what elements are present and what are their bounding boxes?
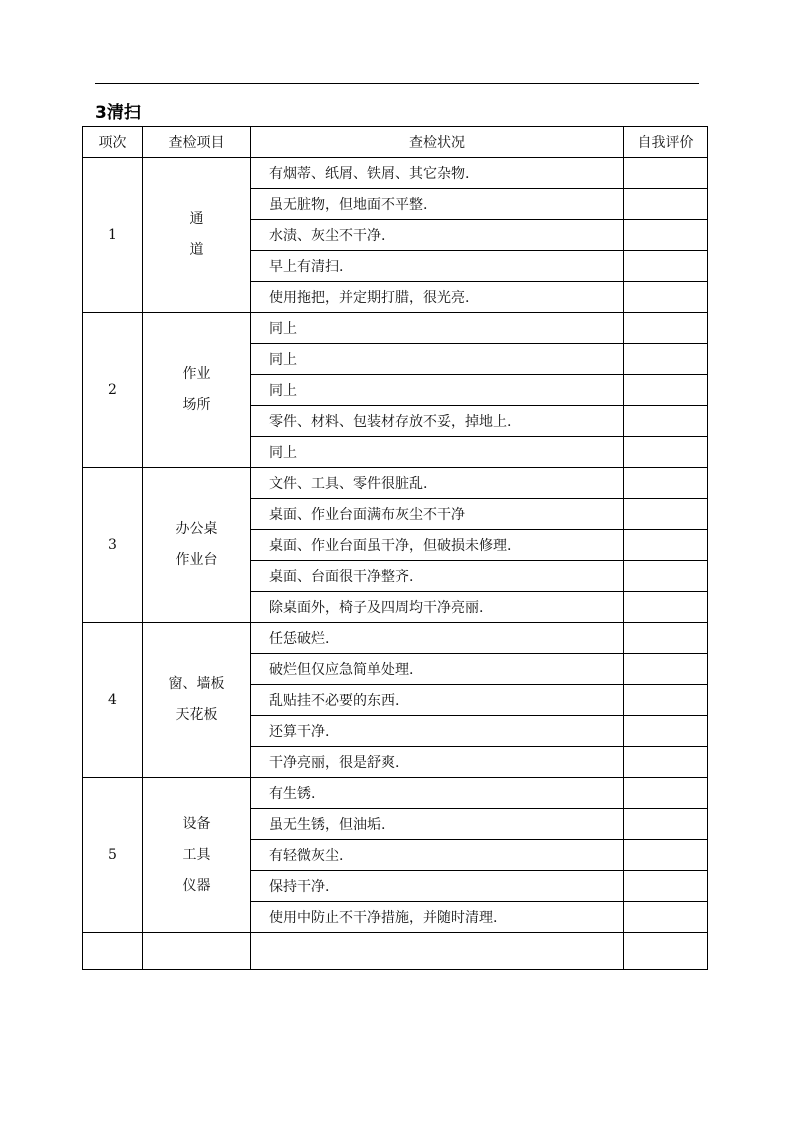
self-eval-cell[interactable]: [624, 592, 708, 623]
self-eval-cell[interactable]: [624, 344, 708, 375]
self-eval-cell[interactable]: [624, 561, 708, 592]
inspection-status: 干净亮丽，很是舒爽.: [251, 747, 624, 778]
self-eval-cell[interactable]: [624, 158, 708, 189]
self-eval-cell[interactable]: [624, 530, 708, 561]
inspection-status: 早上有清扫.: [251, 251, 624, 282]
inspection-status: 任恁破烂.: [251, 623, 624, 654]
inspection-status: 桌面、作业台面满布灰尘不干净: [251, 499, 624, 530]
table-header-row: [83, 127, 708, 158]
blank-cell[interactable]: [624, 933, 708, 970]
inspection-status: 除桌面外，椅子及四周均干净亮丽.: [251, 592, 624, 623]
header-status: 查检状况: [251, 127, 624, 158]
inspection-status: 有烟蒂、纸屑、铁屑、其它杂物.: [251, 158, 624, 189]
self-eval-cell[interactable]: [624, 282, 708, 313]
inspection-status: 乱贴挂不必要的东西.: [251, 685, 624, 716]
inspection-status: 桌面、作业台面虽干净，但破损未修理.: [251, 530, 624, 561]
inspection-table: [82, 126, 708, 970]
inspection-item: [143, 468, 251, 623]
self-eval-cell[interactable]: [624, 313, 708, 344]
inspection-status: 同上: [251, 375, 624, 406]
inspection-status: 使用拖把，并定期打腊，很光亮.: [251, 282, 624, 313]
inspection-item-line: 作业: [182, 366, 211, 382]
item-number: 3: [83, 468, 143, 623]
table-row: [83, 158, 708, 189]
item-number: 2: [83, 313, 143, 468]
inspection-item-line: 工具: [182, 846, 211, 863]
inspection-status: 使用中防止不干净措施，并随时清理.: [251, 902, 624, 933]
inspection-status: 还算干净.: [251, 716, 624, 747]
inspection-item-line: 天花板: [175, 707, 218, 723]
item-number: 4: [83, 623, 143, 778]
self-eval-cell[interactable]: [624, 189, 708, 220]
blank-cell: [251, 933, 624, 970]
blank-cell: [143, 933, 251, 970]
inspection-status: 有轻微灰尘.: [251, 840, 624, 871]
inspection-item-line: 仪器: [182, 877, 211, 894]
blank-row: [83, 933, 708, 970]
self-eval-cell[interactable]: [624, 778, 708, 809]
inspection-status: 同上: [251, 313, 624, 344]
self-eval-cell[interactable]: [624, 468, 708, 499]
self-eval-cell[interactable]: [624, 840, 708, 871]
inspection-status: 破烂但仅应急简单处理.: [251, 654, 624, 685]
inspection-item: [143, 623, 251, 778]
inspection-status: 同上: [251, 437, 624, 468]
self-eval-cell[interactable]: [624, 902, 708, 933]
self-eval-cell[interactable]: [624, 871, 708, 902]
self-eval-cell[interactable]: [624, 220, 708, 251]
inspection-item-line: 道: [189, 242, 204, 258]
self-eval-cell[interactable]: [624, 406, 708, 437]
table-row: [83, 313, 708, 344]
inspection-item-line: 作业台: [175, 552, 218, 568]
inspection-item-line: 场所: [182, 397, 211, 413]
inspection-item: [143, 778, 251, 933]
inspection-status: 同上: [251, 344, 624, 375]
inspection-status: 零件、材料、包装材存放不妥，掉地上.: [251, 406, 624, 437]
inspection-item-line: 窗、墙板: [168, 676, 225, 692]
table-row: [83, 468, 708, 499]
inspection-item-line: 通: [189, 211, 204, 227]
self-eval-cell[interactable]: [624, 499, 708, 530]
inspection-item: [143, 158, 251, 313]
self-eval-cell[interactable]: [624, 623, 708, 654]
header-item: 查检项目: [143, 127, 251, 158]
header-self-eval: 自我评价: [624, 127, 708, 158]
table-body: [83, 158, 708, 970]
header-rule: [95, 83, 699, 84]
self-eval-cell[interactable]: [624, 375, 708, 406]
item-number: 1: [83, 158, 143, 313]
item-number: 5: [83, 778, 143, 933]
self-eval-cell[interactable]: [624, 654, 708, 685]
inspection-status: 保持干净.: [251, 871, 624, 902]
self-eval-cell[interactable]: [624, 747, 708, 778]
table-row: [83, 778, 708, 809]
self-eval-cell[interactable]: [624, 716, 708, 747]
section-title: 3清扫: [95, 103, 141, 123]
self-eval-cell[interactable]: [624, 685, 708, 716]
self-eval-cell[interactable]: [624, 251, 708, 282]
header-num: 项次: [83, 127, 143, 158]
self-eval-cell[interactable]: [624, 437, 708, 468]
inspection-status: 虽无生锈，但油垢.: [251, 809, 624, 840]
self-eval-cell[interactable]: [624, 809, 708, 840]
inspection-status: 水渍、灰尘不干净.: [251, 220, 624, 251]
inspection-status: 有生锈.: [251, 778, 624, 809]
blank-cell: [83, 933, 143, 970]
table-row: [83, 623, 708, 654]
inspection-item-line: 设备: [182, 815, 211, 832]
inspection-status: 虽无脏物，但地面不平整.: [251, 189, 624, 220]
inspection-item: [143, 313, 251, 468]
inspection-item-line: 办公桌: [175, 521, 218, 537]
inspection-status: 桌面、台面很干净整齐.: [251, 561, 624, 592]
inspection-status: 文件、工具、零件很脏乱.: [251, 468, 624, 499]
